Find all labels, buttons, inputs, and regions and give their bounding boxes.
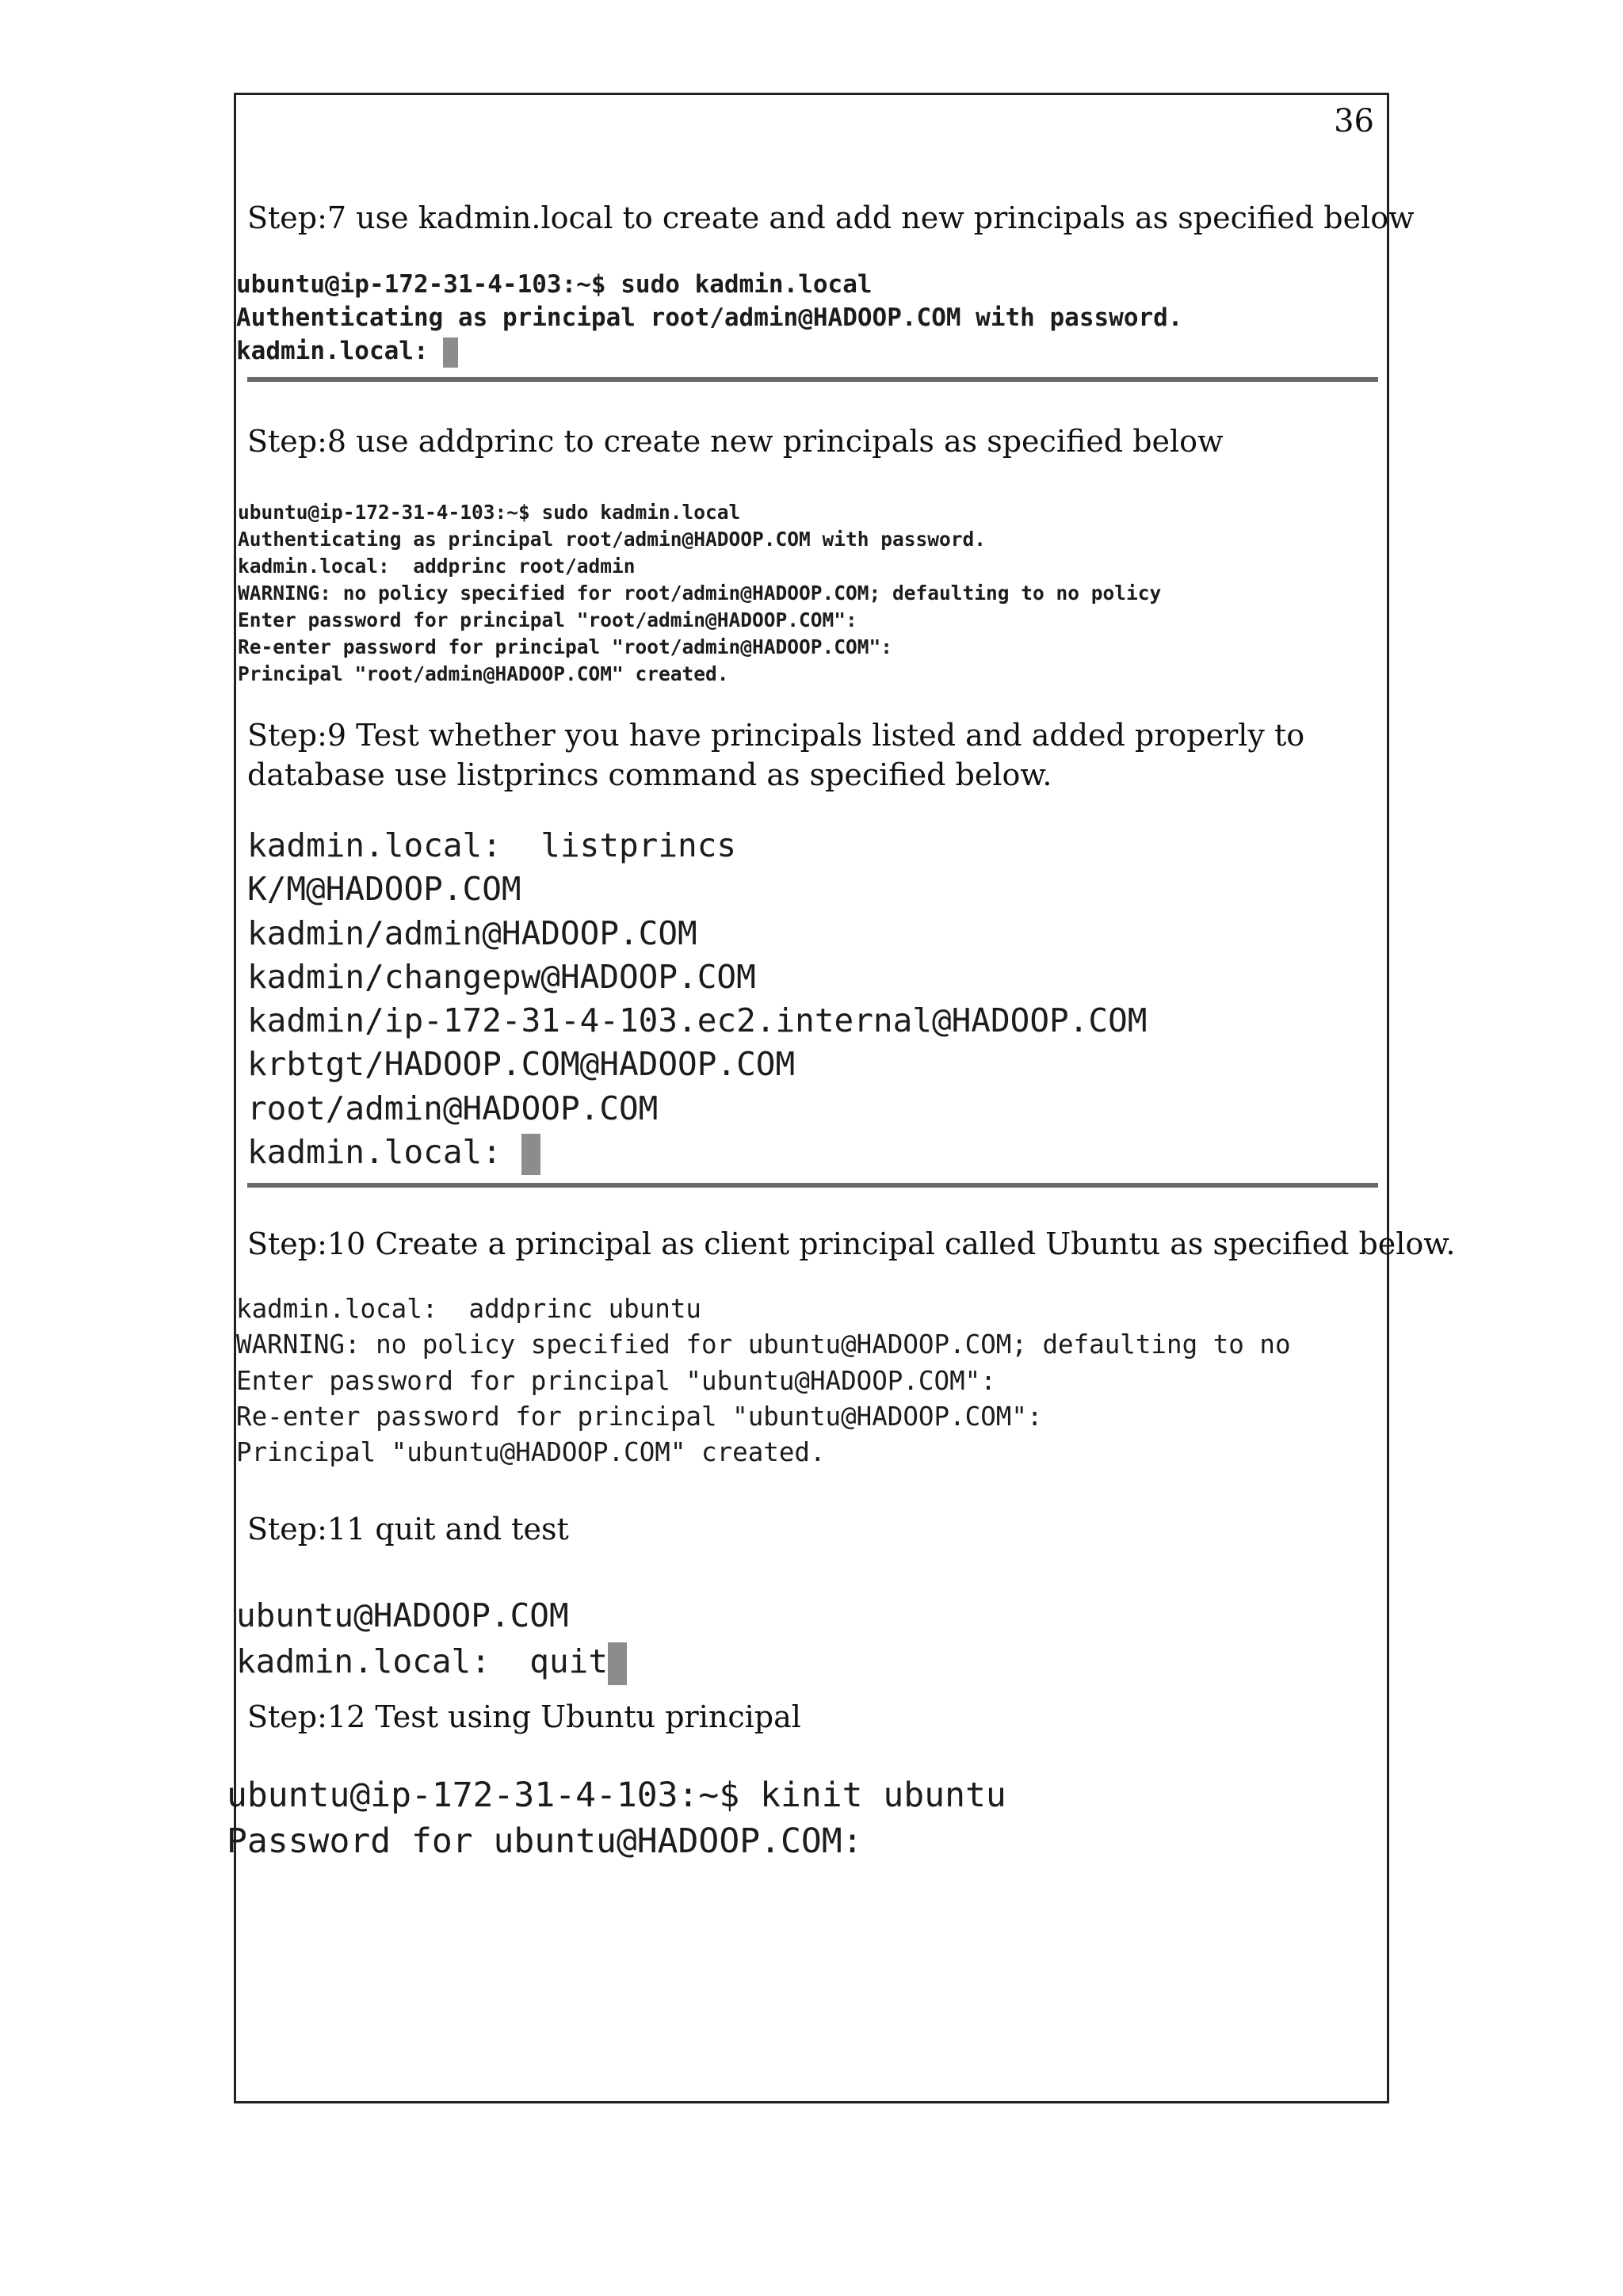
terminal-line: K/M@HADOOP.COM (247, 870, 521, 909)
screenshot-bottom-edge (247, 1183, 1378, 1188)
terminal-line: WARNING: no policy specified for ubuntu@HADOOP.COM; defaulting to no (236, 1329, 1291, 1360)
terminal-line: Re-enter password for principal "ubuntu@HADOOP.COM": (236, 1401, 1043, 1432)
step-9-terminal-screenshot (247, 824, 1378, 1188)
step-11-terminal-screenshot (236, 1592, 1378, 1688)
terminal-line: Principal "ubuntu@HADOOP.COM" created. (236, 1437, 826, 1468)
step-7-heading: Step:7 use kadmin.local to create and add new principals as specified below (247, 200, 1415, 235)
terminal-line: Re-enter password for principal "root/admin@HADOOP.COM": (238, 635, 893, 658)
step-12-terminal-screenshot (227, 1772, 1378, 1875)
terminal-cursor (608, 1642, 627, 1685)
terminal-line: Principal "root/admin@HADOOP.COM" created. (238, 662, 729, 685)
terminal-line: ubuntu@HADOOP.COM (236, 1596, 569, 1634)
terminal-line: kadmin.local: (236, 337, 444, 365)
terminal-line: root/admin@HADOOP.COM (247, 1089, 659, 1127)
screenshot-bottom-edge (247, 377, 1378, 382)
step-9-heading: Step:9 Test whether you have principals listed and added properly to database use listprincs command as specified below. (247, 718, 1305, 792)
step-10-heading: Step:10 Create a principal as client principal called Ubuntu as specified below. (247, 1226, 1456, 1261)
page-frame (227, 93, 1456, 2103)
step-10-terminal-screenshot (236, 1291, 1378, 1475)
terminal-line: kadmin.local: quit (236, 1642, 608, 1680)
step-12-heading: Step:12 Test using Ubuntu principal (247, 1699, 801, 1734)
terminal-line: kadmin.local: listprincs (247, 826, 737, 864)
step-8-heading: Step:8 use addprinc to create new principals as specified below (247, 424, 1224, 459)
terminal-line: WARNING: no policy specified for root/admin@HADOOP.COM; defaulting to no policy (238, 582, 1162, 605)
terminal-line: krbtgt/HADOOP.COM@HADOOP.COM (247, 1045, 796, 1084)
terminal-line: ubuntu@ip-172-31-4-103:~$ sudo kadmin.local (238, 501, 741, 524)
terminal-line: Password for ubuntu@HADOOP.COM: (227, 1821, 863, 1861)
terminal-line: Enter password for principal "root/admin@HADOOP.COM": (238, 608, 857, 631)
terminal-line: kadmin/admin@HADOOP.COM (247, 913, 697, 952)
step-8-terminal-screenshot (238, 499, 1378, 685)
terminal-line: ubuntu@ip-172-31-4-103:~$ kinit ubuntu (227, 1775, 1006, 1815)
terminal-line: Enter password for principal "ubuntu@HADOOP.COM": (236, 1365, 996, 1396)
terminal-cursor (443, 338, 458, 368)
terminal-line: kadmin.local: addprinc root/admin (238, 555, 636, 578)
terminal-line: ubuntu@ip-172-31-4-103:~$ sudo kadmin.local (236, 270, 873, 299)
terminal-line: Authenticating as principal root/admin@HADOOP.COM with password. (236, 303, 1183, 332)
terminal-line: kadmin.local: (247, 1133, 521, 1172)
terminal-line: Authenticating as principal root/admin@HADOOP.COM with password. (238, 528, 987, 551)
terminal-line: kadmin.local: addprinc ubuntu (236, 1294, 701, 1324)
terminal-cursor (521, 1134, 540, 1175)
step-11-heading: Step:11 quit and test (247, 1512, 569, 1547)
page-number: 36 (1334, 103, 1374, 139)
terminal-line: kadmin/ip-172-31-4-103.ec2.internal@HADOOP.COM (247, 1001, 1148, 1040)
terminal-line: kadmin/changepw@HADOOP.COM (247, 957, 756, 996)
